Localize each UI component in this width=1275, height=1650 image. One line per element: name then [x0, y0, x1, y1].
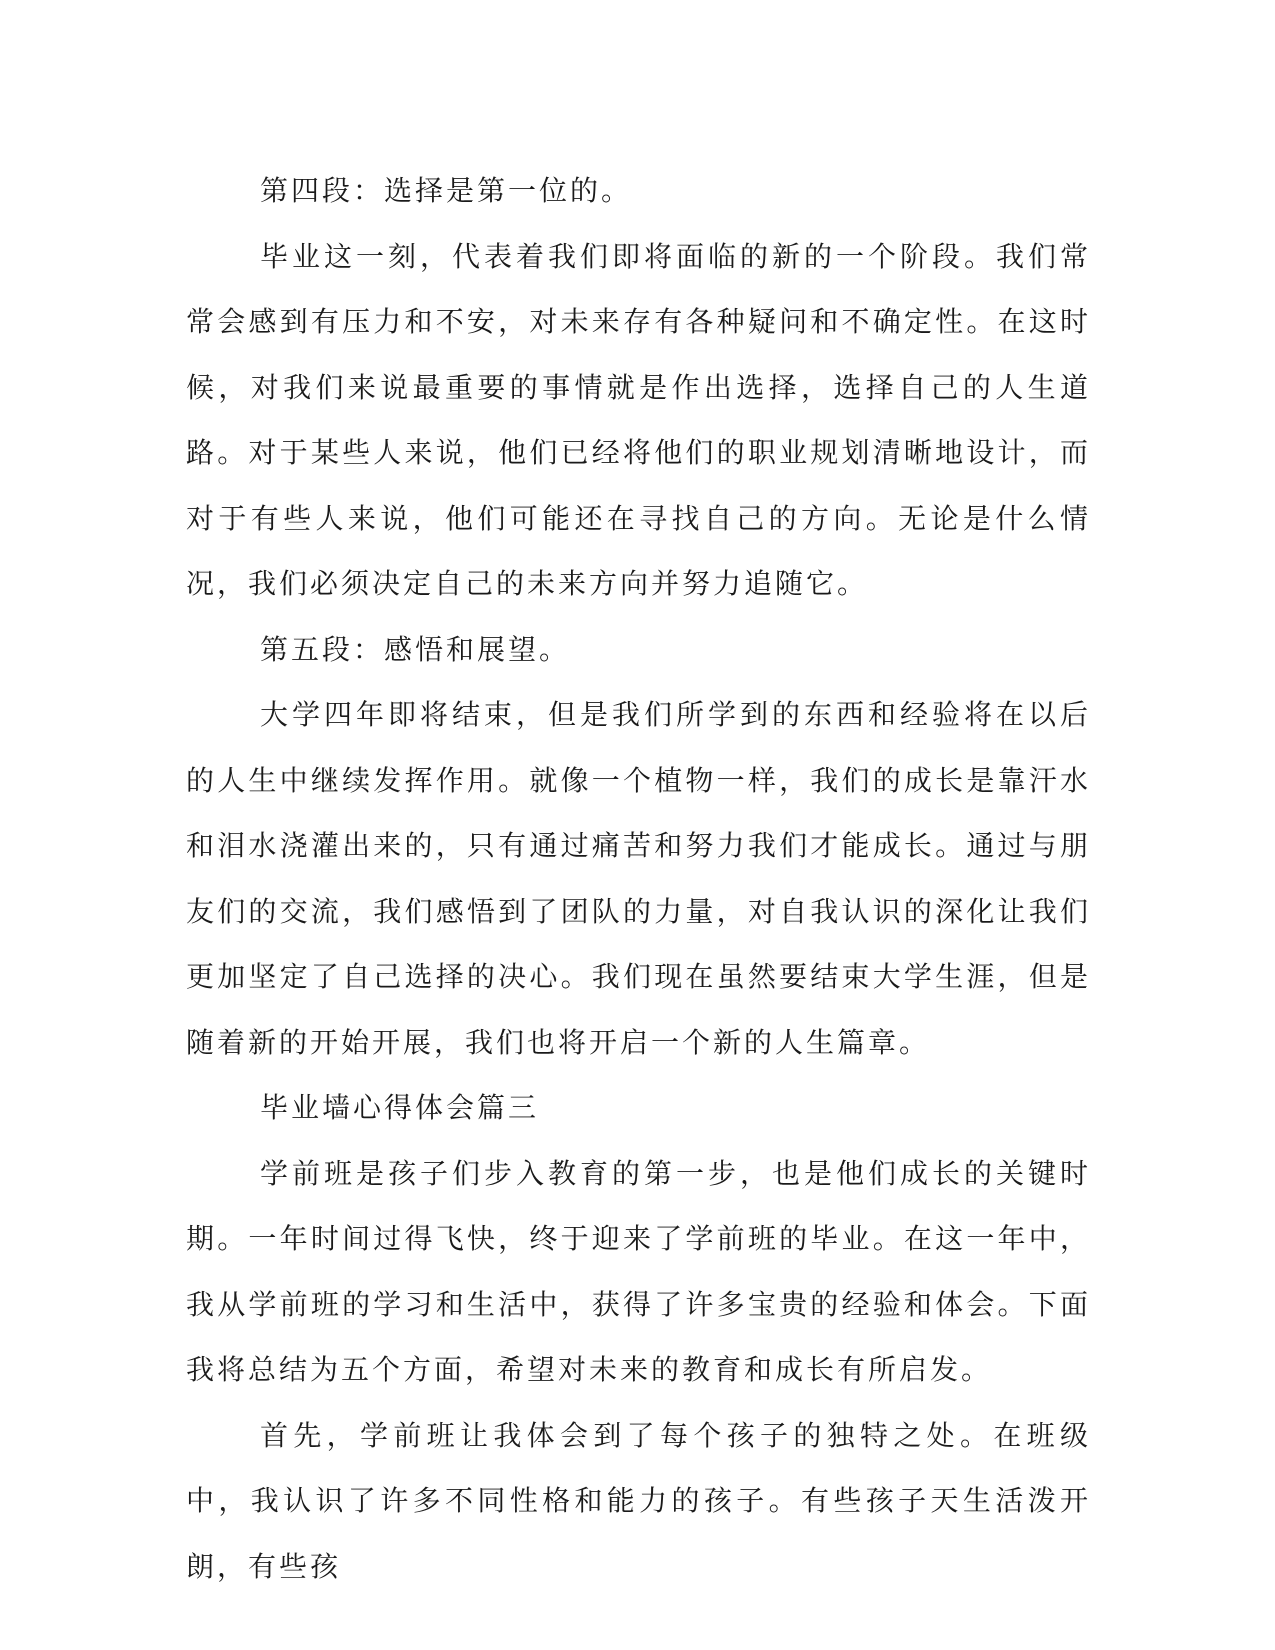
section-heading-4: 第四段：选择是第一位的。	[260, 174, 633, 207]
chapter-heading: 毕业墙心得体会篇三	[260, 1091, 540, 1124]
document-body	[186, 158, 1091, 1599]
paragraph: 首先，学前班让我体会到了每个孩子的独特之处。在班级中，我认识了许多不同性格和能力的孩子。有些孩子天生活泼开朗，有些孩	[186, 1418, 1091, 1583]
paragraph: 学前班是孩子们步入教育的第一步，也是他们成长的关键时期。一年时间过得飞快，终于迎来了学前班的毕业。在这一年中，我从学前班的学习和生活中，获得了许多宝贵的经验和体会。下面我将总结为五个方面，希望对未来的教育和成长有所启发。	[186, 1156, 1091, 1386]
section-heading-5: 第五段：感悟和展望。	[260, 632, 571, 666]
paragraph: 毕业这一刻，代表着我们即将面临的新的一个阶段。我们常常会感到有压力和不安，对未来存有各种疑问和不确定性。在这时候，对我们来说最重要的事情就是作出选择，选择自己的人生道路。对于某些人来说，他们已经将他们的职业规划清晰地设计，而对于有些人来说，他们可能还在寻找自己的方向。无论是什么情况，我们必须决定自己的未来方向并努力追随它。	[186, 239, 1091, 600]
paragraph: 大学四年即将结束，但是我们所学到的东西和经验将在以后的人生中继续发挥作用。就像一个植物一样，我们的成长是靠汗水和泪水浇灌出来的，只有通过痛苦和努力我们才能成长。通过与朋友们的交流，我们感悟到了团队的力量，对自我认识的深化让我们更加坚定了自己选择的决心。我们现在虽然要结束大学生涯，但是随着新的开始开展，我们也将开启一个新的人生篇章。	[186, 698, 1091, 1059]
